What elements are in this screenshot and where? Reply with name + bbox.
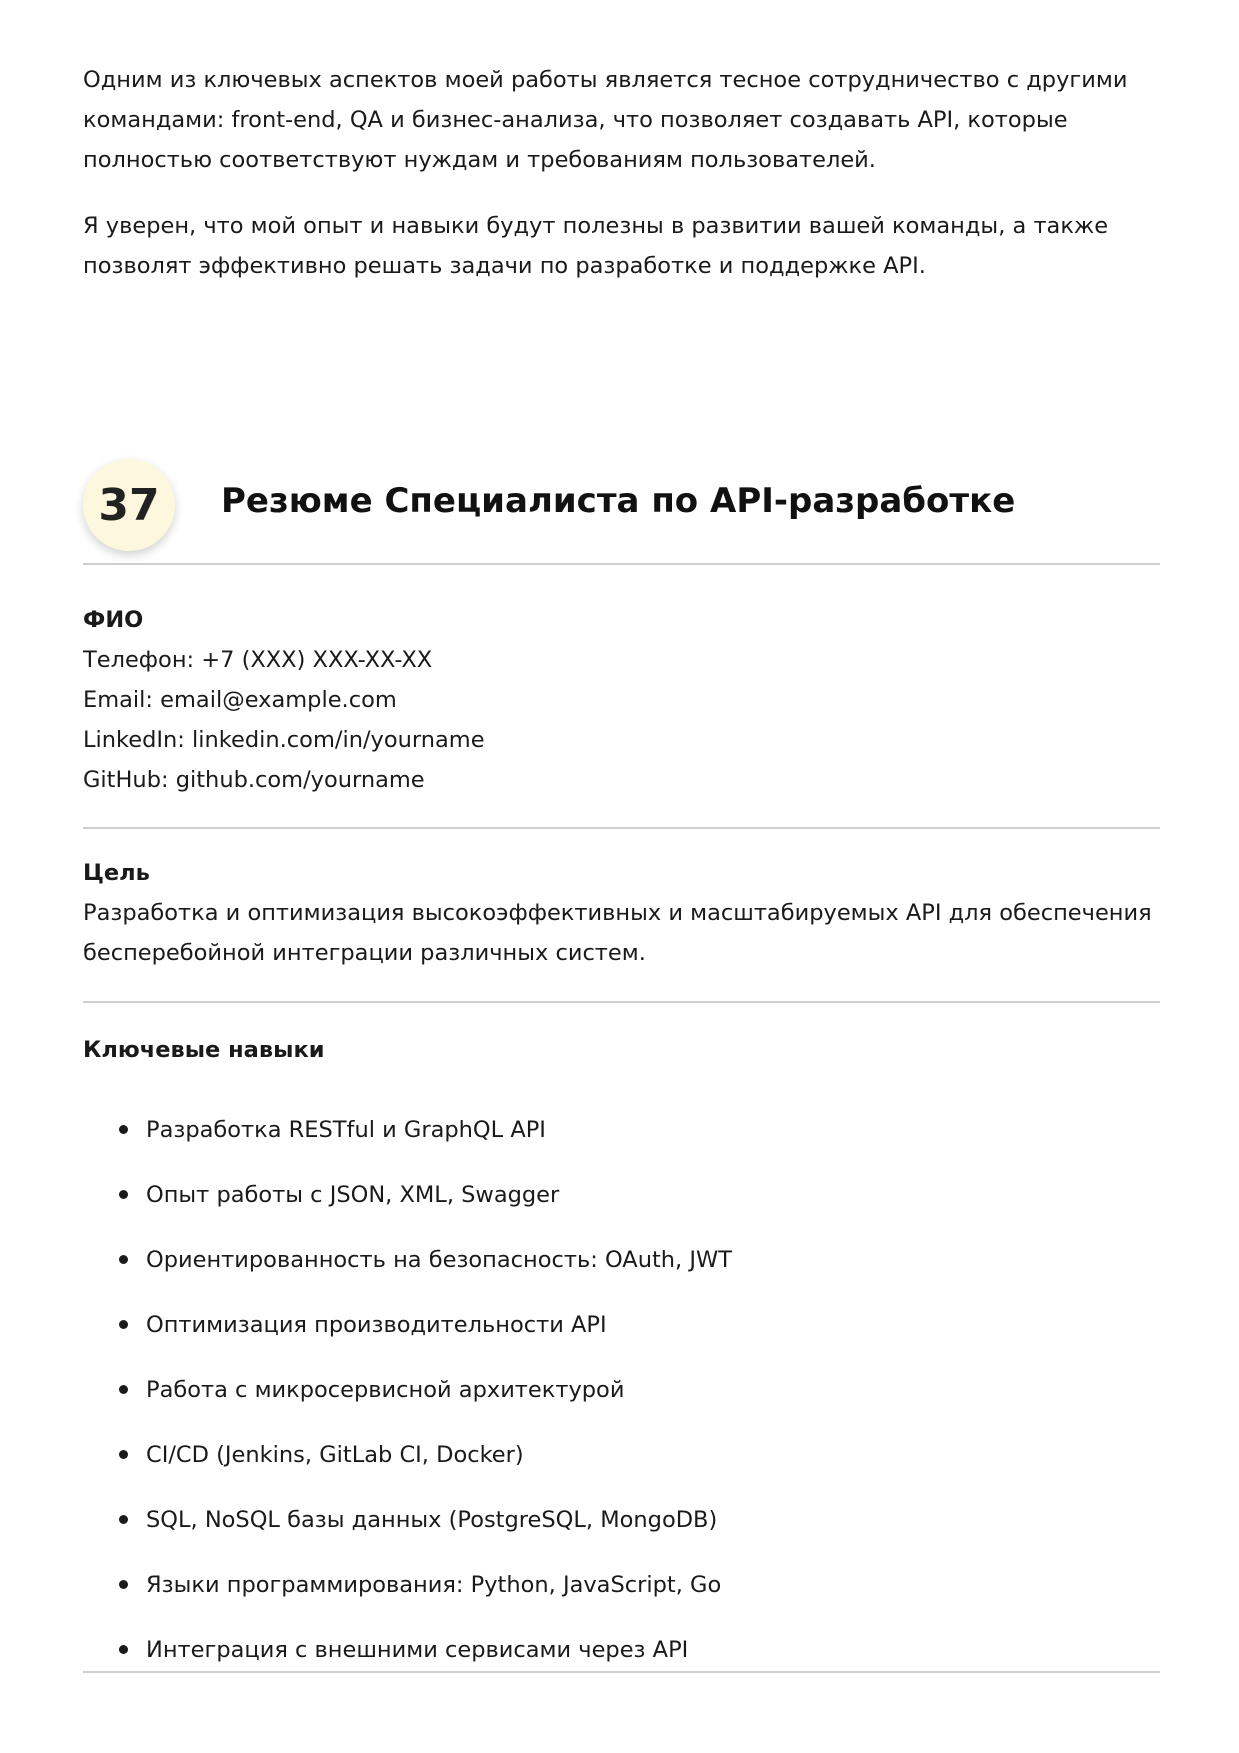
contacts-block: [83, 600, 1160, 800]
list-item: SQL, NoSQL базы данных (PostgreSQL, MongoDB): [83, 1500, 1160, 1565]
bullet-icon: [119, 1320, 128, 1329]
bullet-icon: [119, 1515, 128, 1524]
intro-paragraph-2: Я уверен, что мой опыт и навыки будут полезны в развитии вашей команды, а также позволят эффективно решать задачи по разработке и поддержке API.: [83, 213, 1109, 279]
skills-heading-block: [83, 1030, 1160, 1070]
linkedin-line: LinkedIn: linkedin.com/in/yourname: [83, 727, 485, 753]
list-item: Языки программирования: Python, JavaScript, Go: [83, 1565, 1160, 1630]
bullet-icon: [119, 1255, 128, 1264]
list-item: Работа с микросервисной архитектурой: [83, 1370, 1160, 1435]
github-line: GitHub: github.com/yourname: [83, 767, 425, 793]
bullet-icon: [119, 1450, 128, 1459]
list-item: Оптимизация производительности API: [83, 1305, 1160, 1370]
bullet-icon: [119, 1190, 128, 1199]
list-item: Интеграция с внешними сервисами через API: [83, 1630, 1160, 1695]
skills-list: [83, 1110, 1160, 1695]
section-header: [83, 455, 1160, 565]
bullet-icon: [119, 1125, 128, 1134]
list-item: Опыт работы с JSON, XML, Swagger: [83, 1175, 1160, 1240]
list-item: Ориентированность на безопасность: OAuth, JWT: [83, 1240, 1160, 1305]
section-number-badge: 37: [83, 459, 175, 551]
divider: [83, 1671, 1160, 1673]
list-item: CI/CD (Jenkins, GitLab CI, Docker): [83, 1435, 1160, 1500]
list-item: Разработка RESTful и GraphQL API: [83, 1110, 1160, 1175]
phone-line: Телефон: +7 (XXX) XXX-XX-XX: [83, 647, 433, 673]
bullet-icon: [119, 1385, 128, 1394]
goal-block: [83, 853, 1160, 973]
email-line: Email: email@example.com: [83, 687, 397, 713]
bullet-icon: [119, 1645, 128, 1654]
bullet-icon: [119, 1580, 128, 1589]
divider: [83, 827, 1160, 829]
intro-paragraph-1: Одним из ключевых аспектов моей работы является тесное сотрудничество с другими командами: front-end, QA и бизнес-анализа, что позволяет создавать API, которые полностью соответствуют нуждам и требованиям пользователей.: [83, 67, 1128, 173]
fio-label: ФИО: [83, 607, 144, 633]
divider: [83, 1001, 1160, 1003]
goal-text: Разработка и оптимизация высокоэффективных и масштабируемых API для обеспечения бесперебойной интеграции различных систем.: [83, 900, 1152, 966]
section-title: Резюме Специалиста по API-разработке: [221, 481, 1016, 521]
skills-label: Ключевые навыки: [83, 1037, 325, 1063]
goal-label: Цель: [83, 860, 150, 886]
